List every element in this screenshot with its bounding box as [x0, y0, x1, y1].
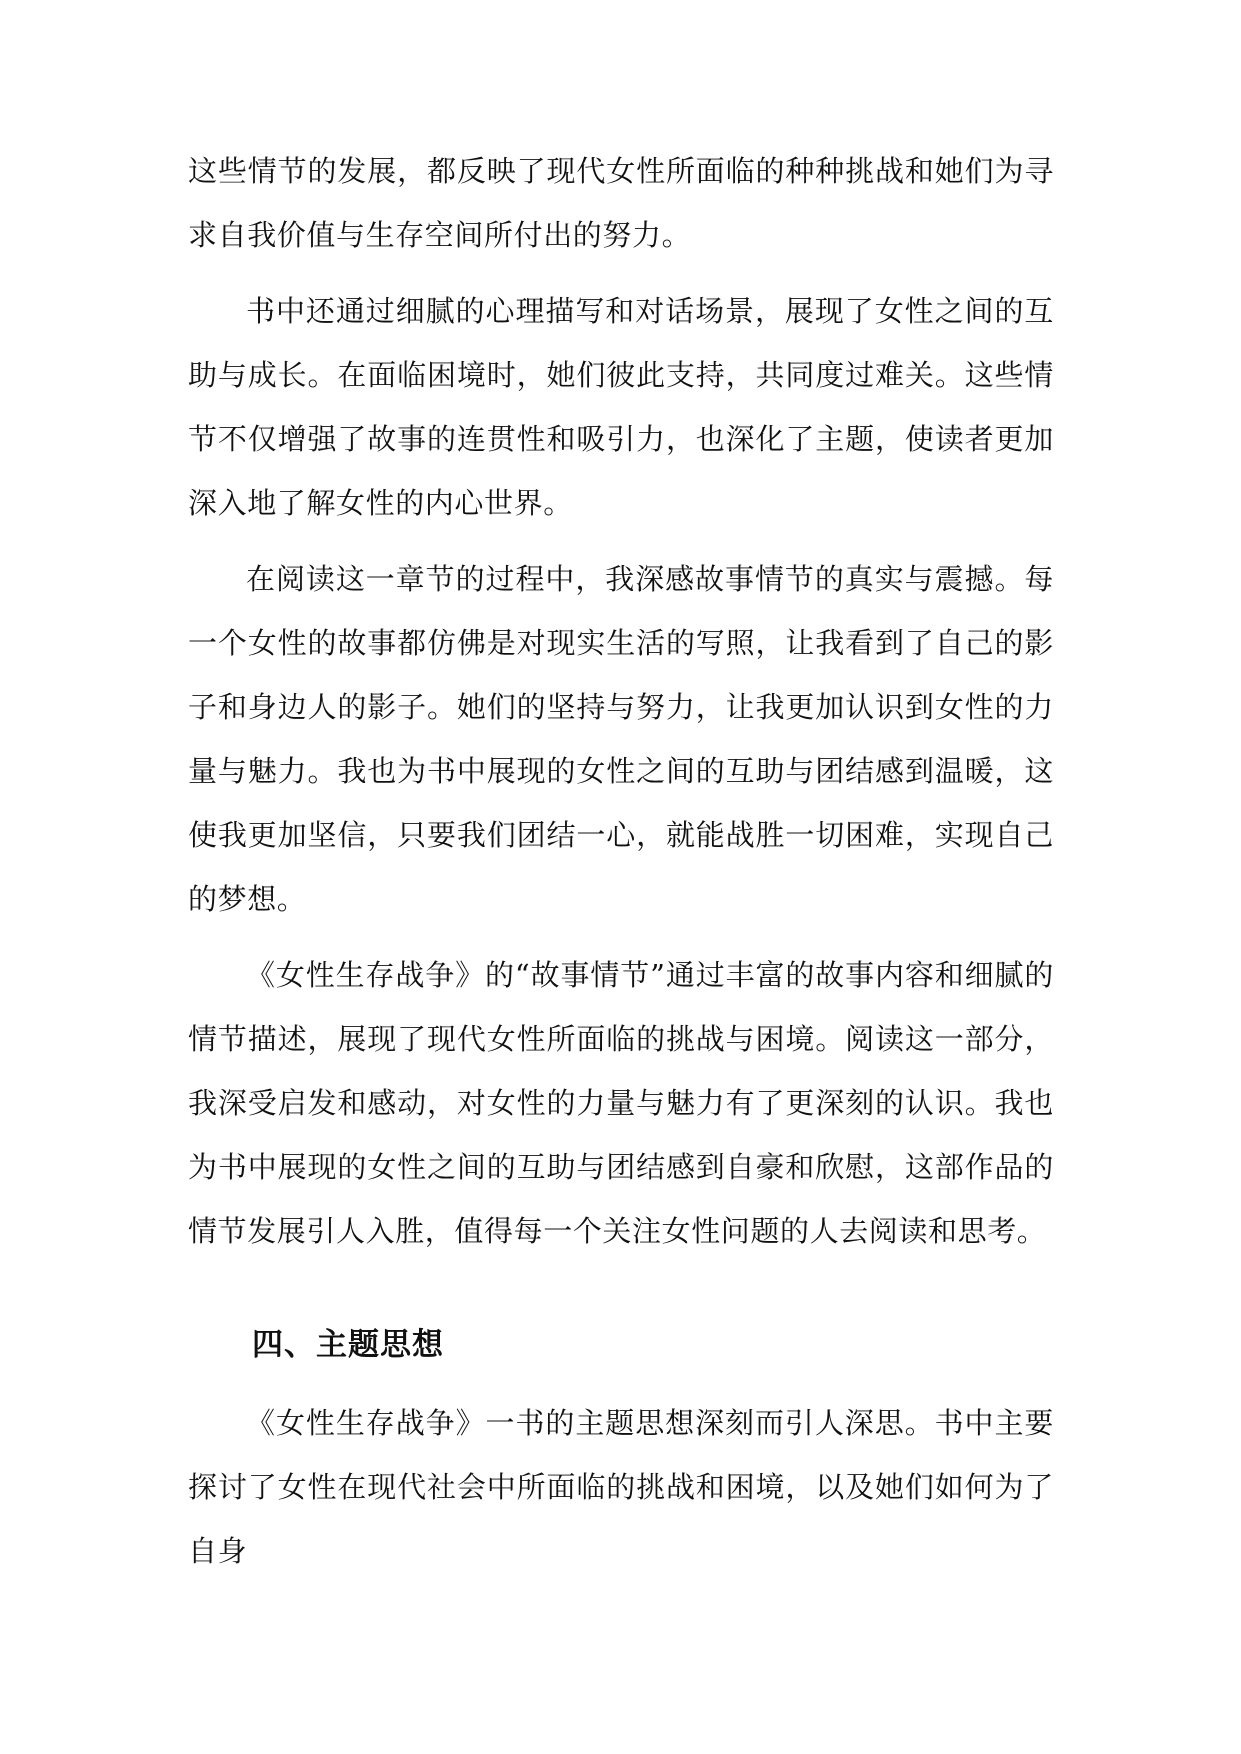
page-content [188, 139, 1054, 1583]
paragraph-continuation: 这些情节的发展，都反映了现代女性所面临的种种挑战和她们为寻求自我价值与生存空间所付出的努力。 [188, 154, 1054, 252]
paragraph-plot-summary: 《女性生存战争》的“故事情节”通过丰富的故事内容和细腻的情节描述，展现了现代女性所面临的挑战与困境。阅读这一部分，我深受启发和感动，对女性的力量与魅力有了更深刻的认识。我也为书中展现的女性之间的互助与团结感到自豪和欣慰，这部作品的情节发展引人入胜，值得每一个关注女性问题的人去阅读和思考。 [188, 958, 1054, 1248]
paragraph-reading-reflection: 在阅读这一章节的过程中，我深感故事情节的真实与震撼。每一个女性的故事都仿佛是对现实生活的写照，让我看到了自己的影子和身边人的影子。她们的坚持与努力，让我更加认识到女性的力量与魅力。我也为书中展现的女性之间的互助与团结感到温暖，这使我更加坚信，只要我们团结一心，就能战胜一切困难，实现自己的梦想。 [188, 562, 1054, 916]
paragraph-mutual-help: 书中还通过细腻的心理描写和对话场景，展现了女性之间的互助与成长。在面临困境时，她们彼此支持，共同度过难关。这些情节不仅增强了故事的连贯性和吸引力，也深化了主题，使读者更加深入地了解女性的内心世界。 [188, 294, 1054, 520]
section-heading: 四、主题思想 [252, 1327, 444, 1363]
paragraph-theme-intro: 《女性生存战争》一书的主题思想深刻而引人深思。书中主要探讨了女性在现代社会中所面临的挑战和困境，以及她们如何为了自身 [188, 1406, 1054, 1568]
